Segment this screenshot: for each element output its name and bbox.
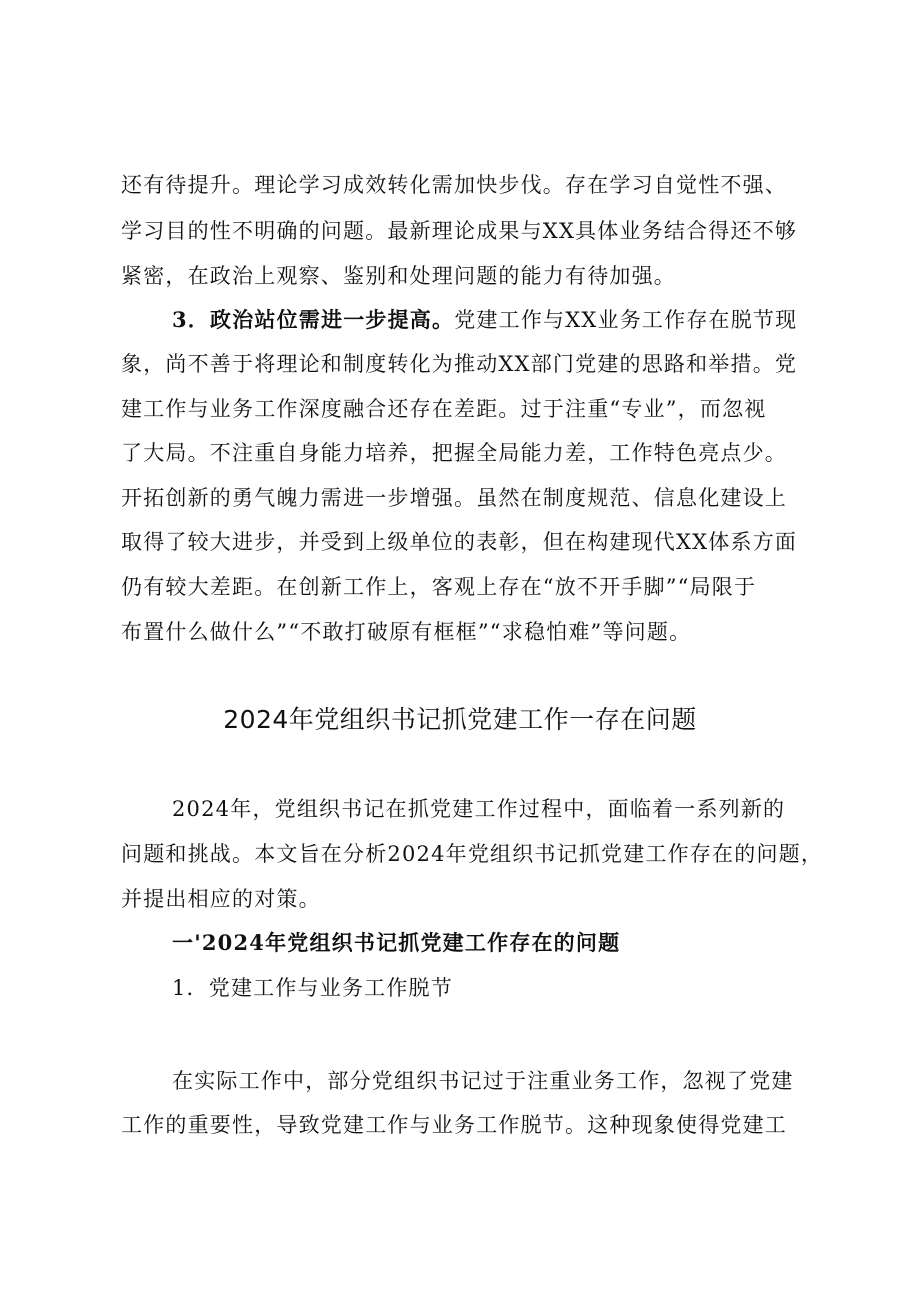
paragraph-line: 并提出相应的对策。 (121, 887, 321, 911)
point-3-first-line (172, 305, 872, 335)
paragraph-line: 了大局。不注重自身能力培养，把握全局能力差，工作特色亮点少。 (121, 441, 787, 465)
paragraph-line: 学习目的性不明确的问题。最新理论成果与XX具体业务结合得还不够 (121, 219, 798, 243)
paragraph-line: 紧密，在政治上观察、鉴别和处理问题的能力有待加强。 (121, 264, 676, 288)
paragraph-line: 取得了较大进步，并受到上级单位的表彰，但在构建现代XX体系方面 (121, 530, 798, 554)
point-3-heading: 3．政治站位需进一步提高。 (172, 307, 455, 332)
point-3-text: 党建工作与XX业务工作存在脱节现 (454, 308, 798, 332)
paragraph-line: 问题和挑战。本文旨在分析2024年党组织书记抓党建工作存在的问题， (121, 842, 824, 866)
paragraph-line: 2024年，党组织书记在抓党建工作过程中，面临着一系列新的 (172, 797, 786, 821)
paragraph-line: 在实际工作中，部分党组织书记过于注重业务工作，忽视了党建 (172, 1069, 794, 1093)
paragraph-line: 仍有较大差距。在创新工作上，客观上存在“放不开手脚”“局限于 (121, 575, 757, 599)
paragraph-line: 还有待提升。理论学习成效转化需加快步伐。存在学习自觉性不强、 (121, 173, 787, 197)
document-title: 2024年党组织书记抓党建工作一存在问题 (223, 705, 697, 734)
paragraph-line: 象，尚不善于将理论和制度转化为推动XX部门党建的思路和举措。党 (121, 352, 798, 376)
section-heading: 一'2024年党组织书记抓党建工作存在的问题 (172, 930, 621, 955)
paragraph-line: 工作的重要性，导致党建工作与业务工作脱节。这种现象使得党建工 (121, 1113, 787, 1137)
paragraph-line: 布置什么做什么”“不敢打破原有框框”“求稳怕难”等问题。 (121, 620, 692, 644)
paragraph-line: 开拓创新的勇气魄力需进一步增强。虽然在制度规范、信息化建设上 (121, 486, 787, 510)
paragraph-line: 建工作与业务工作深度融合还存在差距。过于注重“专业”，而忽视 (121, 397, 767, 421)
subsection-heading: 1．党建工作与业务工作脱节 (172, 976, 453, 1000)
